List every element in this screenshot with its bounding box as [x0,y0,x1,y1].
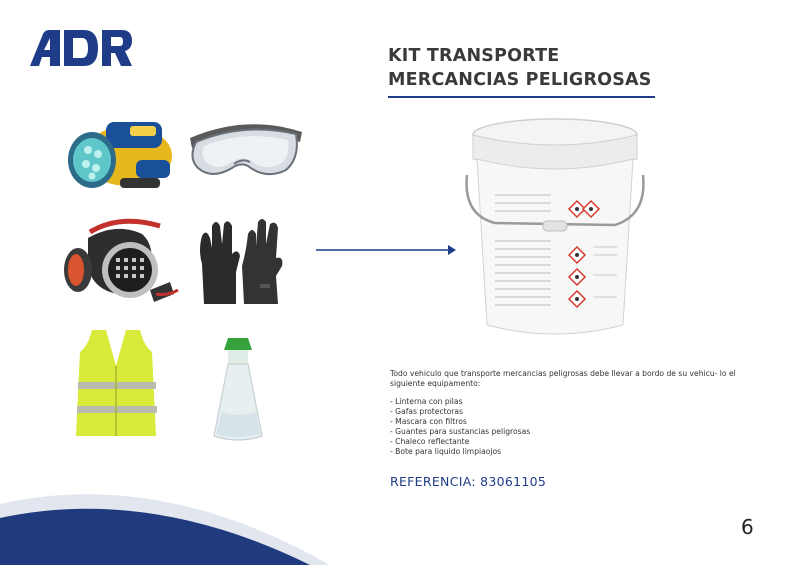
decorative-swoosh [0,478,330,565]
reflective-vest-icon [72,326,160,440]
adr-logo [30,30,132,66]
page-number: 6 [741,515,754,539]
page-title [388,44,658,92]
list-item: - Chaleco reflectante [390,437,470,446]
arrow-icon [316,244,456,256]
product-reference: REFERENCIA: 83061105 [390,474,547,489]
list-item: - Linterna con pilas [390,397,463,406]
description-intro: Todo vehiculo que transporte mercancias peligrosas debe llevar a bordo de su vehicu- lo el siguiente equipamento: [390,369,736,388]
title-underline [388,96,655,98]
list-item: - Gafas protectoras [390,407,463,416]
safety-goggles-icon [184,118,308,184]
list-item: - Mascara con filtros [390,417,467,426]
flashlight-icon [66,112,178,194]
respirator-mask-icon [60,212,184,308]
eyewash-bottle-icon [212,336,264,442]
description-block [390,369,750,457]
list-item: - Guantes para sustancias peligrosas [390,427,531,436]
equipment-list [390,397,750,457]
list-item: - Bote para liquido limpiaojos [390,447,502,456]
title-line-2: MERCANCIAS PELIGROSAS [388,70,652,90]
kit-bucket-image [455,115,655,345]
title-line-1: KIT TRANSPORTE [388,46,560,66]
rubber-gloves-icon [196,214,288,306]
